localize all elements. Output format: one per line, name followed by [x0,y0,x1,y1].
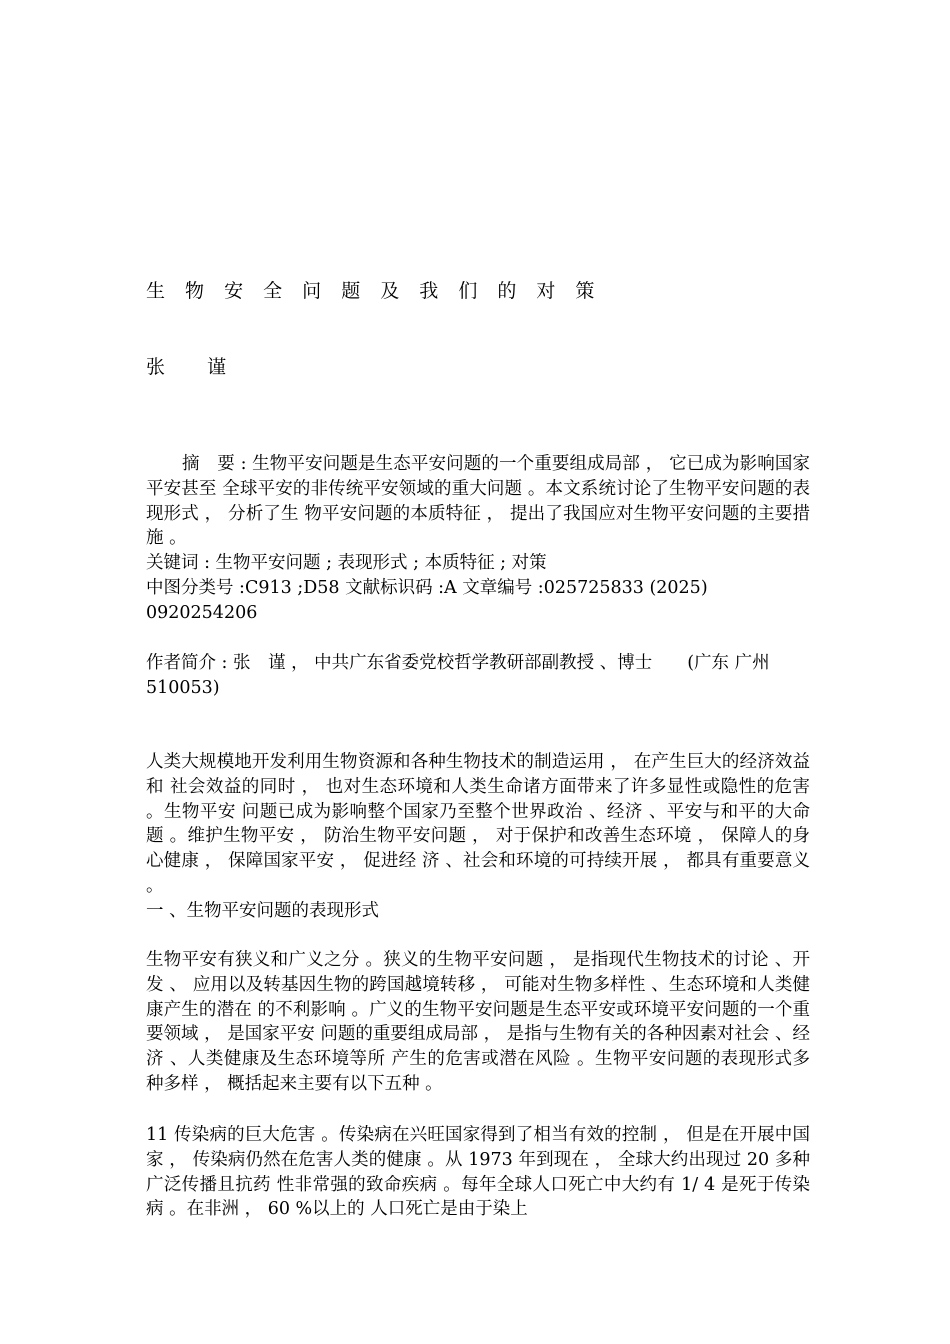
paragraph-intro: 人类大规模地开发利用生物资源和各种生物技术的制造运用 ， 在产生巨大的经济效益和 社会效益的同时 ， 也对生态环境和人类生命诸方面带来了许多显性或隐性的危害 。生物平安 问题已成为影响整个国家乃至整个世界政治 、经济 、平安与和平的大命题 。维护生物平安 ， 防治生物平安问题 ， 对于保护和改善生态环境 ， 保障人的身心健康 ， 保障国家平安 ， 促进经 济 、社会和环境的可持续开展 ， 都具有重要意义 。 [146,752,810,896]
section-heading: 一 、生物平安问题的表现形式 [146,901,380,921]
author-info: 作者简介 : 张 谨 ， 中共广东省委党校哲学教研部副教授 、博士 (广东 广州 510053) [146,653,770,698]
paragraph-infectious-disease: 11 传染病的巨大危害 。传染病在兴旺国家得到了相当有效的控制 ， 但是在开展中国家 ， 传染病仍然在危害人类的健康 。从 1973 年到现在 ， 全球大约出现过 20 多种广泛传播且抗药 性非常强的致命疾病 。每年全球人口死亡中大约有 1/ 4 是死于传染病 。在非洲 ， 60 %以上的 人口死亡是由于染上 [146,1125,810,1220]
paragraph-definition: 生物平安有狭义和广义之分 。狭义的生物平安问题 ， 是指现代生物技术的讨论 、开发 、 应用以及转基因生物的跨国越境转移 ， 可能对生物多样性 、生态环境和人类健康产生的潜在 的不利影响 。广义的生物平安问题是生态平安或环境平安问题的一个重要领域 ， 是国家平安 问题的重要组成局部 ， 是指与生物有关的各种因素对社会 、经济 、人类健康及生态环境等所 产生的危害或潜在风险 。生物平安问题的表现形式多种多样 ， 概括起来主要有以下五种 。 [146,950,810,1094]
keywords: 关键词 : 生物平安问题 ; 表现形式 ; 本质特征 ; 对策 [146,553,547,573]
abstract: 摘 要 : 生物平安问题是生态平安问题的一个重要组成局部 ， 它已成为影响国家平安甚至 全球平安的非传统平安领域的重大问题 。本文系统讨论了生物平安问题的表现形式 ， 分析了生 物平安问题的本质特征 ， 提出了我国应对生物平安问题的主要措施 。 [146,454,810,549]
author-name: 张 谨 [146,356,245,378]
classification-info: 中图分类号 :C913 ;D58 文献标识码 :A 文章编号 :025725833 (2025) 0920254206 [146,578,708,623]
page-title: 生 物 安 全 问 题 及 我 们 的 对 策 [146,280,602,302]
